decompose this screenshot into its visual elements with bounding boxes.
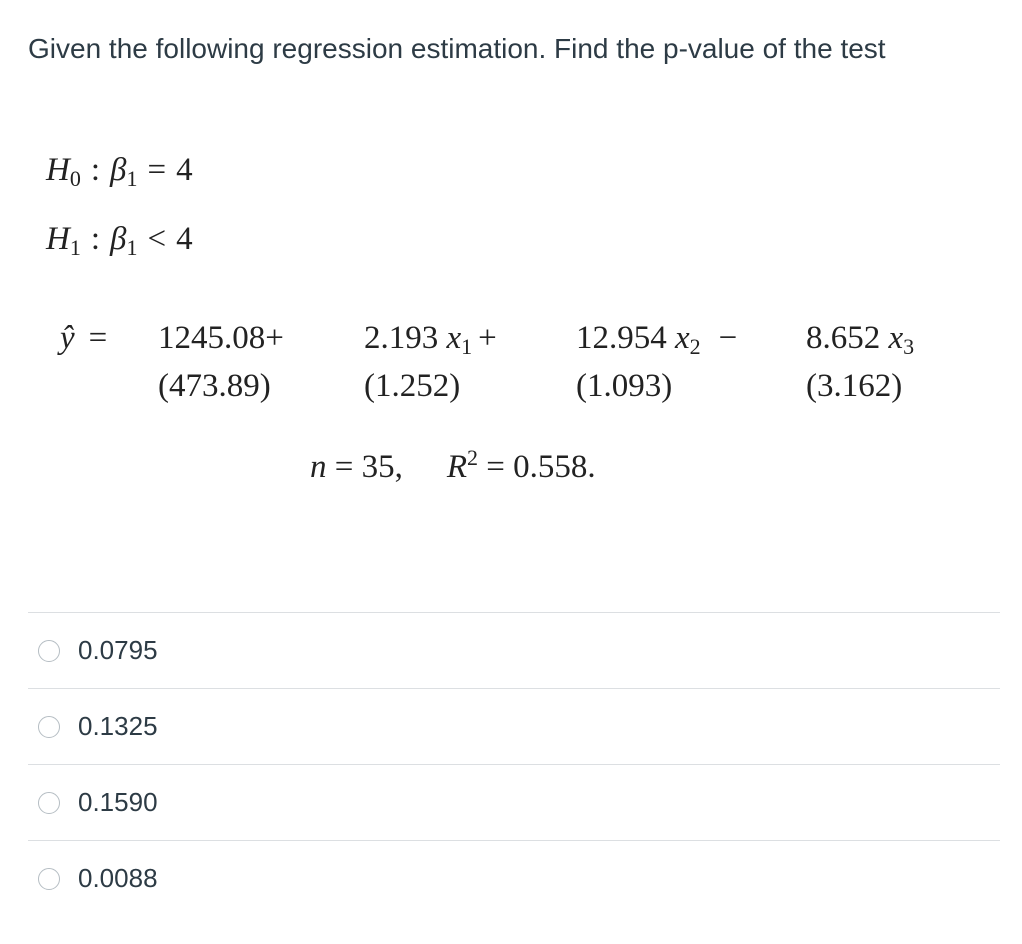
se-x1: (1.252) — [364, 368, 461, 404]
radio-button[interactable] — [38, 640, 60, 662]
alternative-hypothesis: $H_1$ : $\beta_1 < 4$ — [46, 221, 193, 260]
null-hypothesis: $H_0$ : $\beta_1 = 4$ — [46, 152, 193, 191]
answer-option[interactable] — [28, 764, 1000, 840]
term-x2: 12.954 $x_2$ − — [576, 320, 738, 359]
term-intercept: 1245.08+ — [158, 320, 284, 356]
radio-button[interactable] — [38, 868, 60, 890]
se-x3: (3.162) — [806, 368, 903, 404]
term-x3: 8.652 $x_3$ — [806, 320, 915, 359]
answer-options — [28, 612, 1000, 916]
se-x2: (1.093) — [576, 368, 673, 404]
answer-option-label: 0.0795 — [78, 635, 158, 665]
answer-option-label: 0.1325 — [78, 711, 158, 741]
answer-option[interactable] — [28, 840, 1000, 916]
answer-option[interactable] — [28, 612, 1000, 688]
radio-button[interactable] — [38, 792, 60, 814]
answer-option[interactable] — [28, 688, 1000, 764]
se-intercept: (473.89) — [158, 368, 271, 404]
sample-statistics: n = 35, $R^2 = 0.558$. — [310, 445, 596, 485]
answer-option-label: 0.0088 — [78, 863, 158, 893]
question-text: Given the following regression estimation. Find the p-value of the test — [28, 33, 886, 64]
answer-option-label: 0.1590 — [78, 787, 158, 817]
yhat-lhs: ŷ = — [60, 320, 108, 356]
radio-button[interactable] — [38, 716, 60, 738]
term-x1: 2.193 $x_1$ + — [364, 320, 497, 359]
